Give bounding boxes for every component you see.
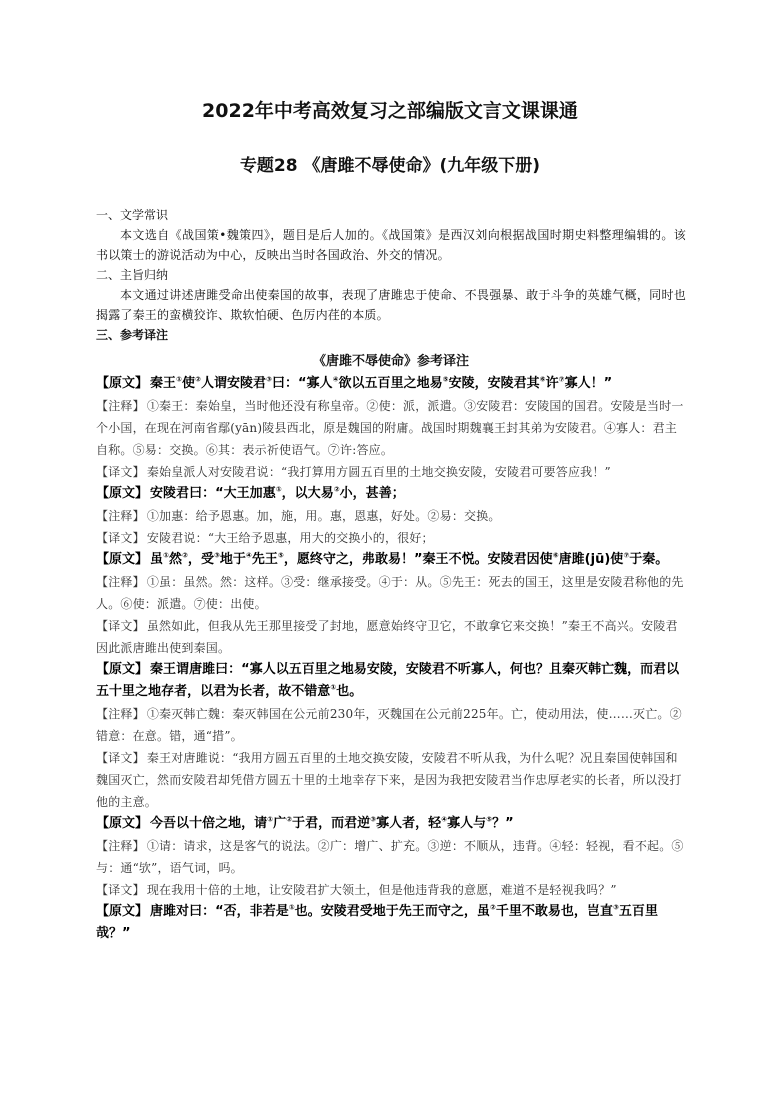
original-text: 秦王谓唐雎曰：“寡人以五百里之地易安陵，安陵君不听寡人，何也？且秦灭韩亡魏，而君以五十里之地存者，以君为长者，故不错意①也。 [96, 662, 680, 699]
annotated-title: 《唐雎不辱使命》参考译注 [312, 354, 469, 369]
notes-block [96, 703, 686, 747]
original-block [96, 901, 686, 945]
original-label: 【原文】 [96, 376, 149, 391]
original-text: 今吾以十倍之地，请①广②于君，而君逆③寡人者，轻④寡人与⑤？” [150, 815, 514, 831]
notes-block [96, 505, 686, 527]
translation-text: 现在我用十倍的土地，让安陵君扩大领土，但是他违背我的意愿，难道不是轻视我吗？” [146, 883, 617, 897]
annotation-blocks [96, 373, 686, 945]
original-text: 秦王①使②人谓安陵君③曰：“寡人④欲以五百里之地易⑤安陵，安陵君其⑥许⑦寡人！” [150, 375, 613, 391]
translation-label: 【译文】 [96, 465, 145, 479]
notes-block [96, 835, 686, 879]
translation-block [96, 461, 686, 483]
original-label: 【原文】 [96, 662, 149, 677]
section-text-literary: 本文选自《战国策•魏策四》，题目是后人加的。《战国策》是西汉刘向根据战国时期史料整理编辑的。该书以策士的游说活动为中心，反映出当时各国政治、外交的情况。 [96, 228, 686, 262]
notes-label: 【注释】 [96, 575, 145, 589]
notes-text: ①加惠：给予恩惠。加，施，用。惠，恩惠，好处。②易：交换。 [146, 509, 501, 523]
notes-text: ①秦王：秦始皇，当时他还没有称皇帝。②使：派，派遣。③安陵君：安陵国的国君。安陵是当时一个小国，在现在河南省鄢(yān)陵县西北，原是魏国的附庸。战国时期魏襄王封其弟为安陵君。④寡人：君主自称。⑤易：交换。⑥其：表示祈使语气。⑦许:答应。 [96, 399, 684, 457]
notes-block [96, 395, 686, 461]
original-block [96, 813, 686, 835]
section-heading-literary: 一、文学常识 [96, 208, 169, 222]
translation-text: 秦王对唐雎说：“我用方圆五百里的土地交换安陵，安陵君不听从我，为什么呢？况且秦国使韩国和魏国灭亡，然而安陵君却凭借方圆五十里的土地幸存下来，是因为我把安陵君当作忠厚老实的长者，所以没打他的主意。 [96, 751, 682, 809]
notes-text: ①请：请求，这是客气的说法。②广：增广、扩充。③逆：不顺从，违背。④轻：轻视，看不起。⑤与：通“欤”，语气词，吗。 [96, 839, 684, 875]
section-heading-theme: 二、主旨归纳 [96, 268, 169, 282]
original-block [96, 549, 686, 571]
translation-label: 【译文】 [96, 883, 145, 897]
notes-label: 【注释】 [96, 399, 145, 413]
section-heading-annotation: 三、参考译注 [96, 328, 169, 342]
document-body [96, 205, 686, 945]
translation-block [96, 527, 686, 549]
translation-text: 虽然如此，但我从先王那里接受了封地，愿意始终守卫它，不敢拿它来交换！”秦王不高兴。安陵君因此派唐雎出使到秦国。 [96, 619, 678, 655]
translation-text: 秦始皇派人对安陵君说：“我打算用方圆五百里的土地交换安陵，安陵君可要答应我！” [146, 465, 611, 479]
notes-label: 【注释】 [96, 509, 145, 523]
original-label: 【原文】 [96, 904, 149, 919]
translation-block [96, 747, 686, 813]
original-text: 唐雎对曰：“否，非若是①也。安陵君受地于先王而守之，虽②千里不敢易也，岂直③五百里哉？” [96, 903, 658, 941]
original-label: 【原文】 [96, 552, 149, 567]
translation-block [96, 879, 686, 901]
original-label: 【原文】 [96, 816, 149, 831]
original-block [96, 483, 686, 505]
document-subtitle: 专题28 《唐雎不辱使命》(九年级下册) [239, 156, 541, 176]
notes-text: ①秦灭韩亡魏：秦灭韩国在公元前230年，灭魏国在公元前225年。亡，使动用法，使……灭亡。②错意：在意。错，通“措”。 [96, 707, 682, 743]
notes-block [96, 571, 686, 615]
document-title: 2022年中考高效复习之部编版文言文课课通 [202, 100, 578, 122]
original-text: 安陵君曰：“大王加惠①，以大易②小，甚善； [150, 485, 405, 501]
section-text-theme: 本文通过讲述唐雎受命出使秦国的故事，表现了唐雎忠于使命、不畏强暴、敢于斗争的英雄气概，同时也揭露了秦王的蛮横狡诈、欺软怕硬、色厉内荏的本质。 [96, 288, 686, 322]
notes-text: ①虽：虽然。然：这样。③受：继承接受。④于：从。⑤先王：死去的国王，这里是安陵君称他的先人。⑥使：派遣。⑦使：出使。 [96, 575, 684, 611]
original-text: 虽①然②，受③地于④先王⑤，愿终守之，弗敢易！”秦王不悦。安陵君因使⑥唐雎(jū)使⑦于秦。 [150, 551, 669, 567]
original-block [96, 373, 686, 395]
translation-label: 【译文】 [96, 751, 145, 765]
translation-block [96, 615, 686, 659]
notes-label: 【注释】 [96, 707, 145, 721]
original-block [96, 659, 686, 703]
translation-text: 安陵君说：“大王给予恩惠，用大的交换小的，很好； [146, 531, 434, 545]
translation-label: 【译文】 [96, 619, 145, 633]
notes-label: 【注释】 [96, 839, 145, 853]
translation-label: 【译文】 [96, 531, 145, 545]
original-label: 【原文】 [96, 486, 149, 501]
